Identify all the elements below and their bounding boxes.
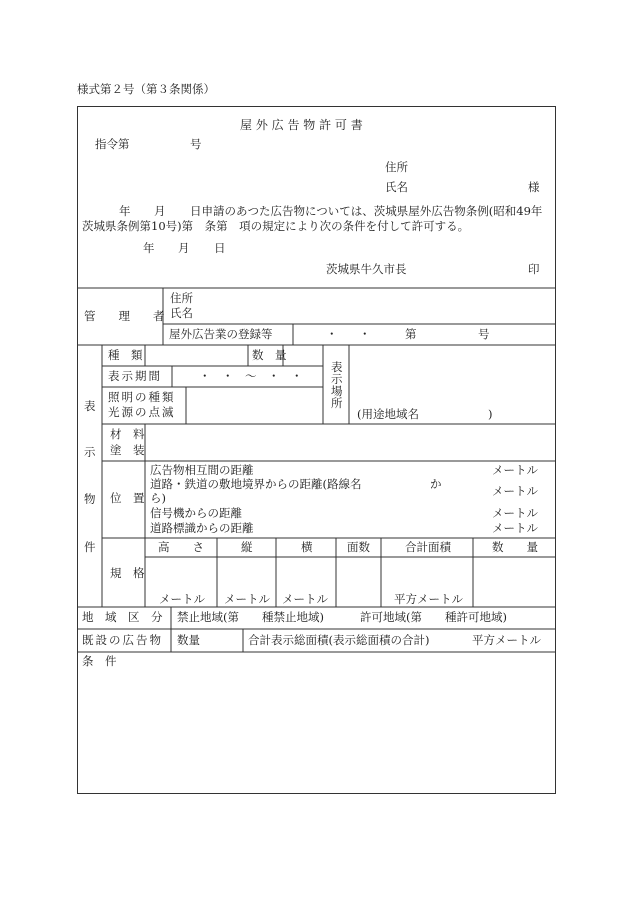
- issue-year: 年: [143, 241, 155, 255]
- order-number-prefix: 指令第: [95, 137, 130, 151]
- issue-month: 月: [178, 241, 190, 255]
- seal-mark: 印: [528, 262, 540, 276]
- display-side-char-4: 件: [84, 540, 96, 554]
- material-label-2: 塗 装: [110, 443, 145, 457]
- issue-day: 日: [214, 241, 226, 255]
- spec-unit-vertical: メートル: [224, 592, 270, 606]
- manager-name-label: 氏名: [170, 306, 193, 320]
- zone-prohibited: 禁止地域(第 種禁止地域): [177, 610, 324, 624]
- display-side-char-1: 表: [84, 399, 96, 413]
- registration-dot-2: ・: [359, 327, 371, 341]
- quantity-label: 数 量: [252, 348, 287, 362]
- address-label: 住所: [385, 160, 408, 174]
- application-month: 月: [154, 204, 166, 218]
- period-value: ・ ・ ～ ・ ・: [199, 369, 303, 383]
- position-label: 位 置: [110, 491, 145, 505]
- location-char-1: 表: [331, 360, 343, 374]
- zone-label: 地 域 区 分: [82, 610, 163, 624]
- distance-item-3: 信号機からの距離: [150, 506, 242, 520]
- spec-header-faces: 面数: [347, 540, 370, 554]
- registration-dot-1: ・: [326, 327, 338, 341]
- body-line-2: 茨城県条例第10号)第 条第 項の規定により次の条件を付して許可する。: [82, 219, 470, 233]
- spec-header-total-area: 合計面積: [405, 540, 451, 554]
- registration-label: 屋外広告業の登録等: [169, 327, 273, 341]
- distance-item-1: 広告物相互間の距離: [150, 463, 254, 477]
- spec-unit-height: メートル: [159, 592, 205, 606]
- conditions-label: 条 件: [82, 654, 117, 668]
- material-label-1: 材 料: [110, 427, 145, 441]
- period-label: 表示期間: [108, 369, 162, 383]
- location-char-2: 示: [331, 372, 343, 386]
- distance-unit-2: メートル: [492, 484, 538, 498]
- zone-name-note: (用途地域名 ): [357, 407, 493, 421]
- spec-unit-total-area: 平方メートル: [394, 592, 463, 606]
- order-number-suffix: 号: [190, 137, 202, 151]
- spec-unit-horizontal: メートル: [282, 592, 328, 606]
- issuer-name: 茨城県牛久市長: [326, 262, 407, 276]
- body-line-1: 日申請のあつた広告物については、茨城県屋外広告物条例(昭和49年: [190, 204, 543, 218]
- existing-quantity: 数量: [177, 633, 200, 647]
- spec-header-vertical: 縦: [241, 540, 253, 554]
- existing-label: 既設の広告物: [82, 633, 163, 647]
- distance-item-4: 道路標識からの距離: [150, 521, 254, 535]
- honorific: 様: [528, 180, 540, 194]
- manager-label: 管 理 者: [84, 309, 165, 323]
- spec-label: 規 格: [110, 566, 145, 580]
- distance-item-2-ka: か: [430, 477, 442, 491]
- application-year: 年: [119, 204, 131, 218]
- spec-header-horizontal: 横: [301, 540, 313, 554]
- zone-permitted: 許可地域(第 種許可地域): [360, 610, 507, 624]
- distance-item-2: 道路・鉄道の敷地境界からの距離(路線名: [150, 477, 362, 491]
- location-char-4: 所: [331, 396, 343, 410]
- lighting-label-1: 照明の種類: [108, 390, 176, 404]
- distance-item-2b: ら): [150, 491, 166, 505]
- display-side-char-3: 物: [84, 492, 96, 506]
- distance-unit-3: メートル: [492, 506, 538, 520]
- registration-dai: 第: [405, 327, 417, 341]
- kind-label: 種 類: [108, 348, 143, 362]
- distance-unit-4: メートル: [492, 521, 538, 535]
- existing-unit: 平方メートル: [472, 633, 541, 647]
- manager-address-label: 住所: [170, 291, 193, 305]
- spec-header-quantity: 数 量: [492, 540, 538, 554]
- name-label: 氏名: [385, 180, 408, 194]
- existing-total-area: 合計表示総面積(表示総面積の合計): [248, 633, 430, 647]
- distance-unit-1: メートル: [492, 463, 538, 477]
- spec-header-height: 高 さ: [158, 540, 204, 554]
- form-number: 様式第２号（第３条関係）: [77, 82, 215, 96]
- lighting-label-2: 光源の点滅: [108, 405, 176, 419]
- location-char-3: 場: [331, 384, 343, 398]
- registration-go: 号: [478, 327, 490, 341]
- display-side-char-2: 示: [84, 445, 96, 459]
- permit-title: 屋 外 広 告 物 許 可 書: [240, 118, 363, 132]
